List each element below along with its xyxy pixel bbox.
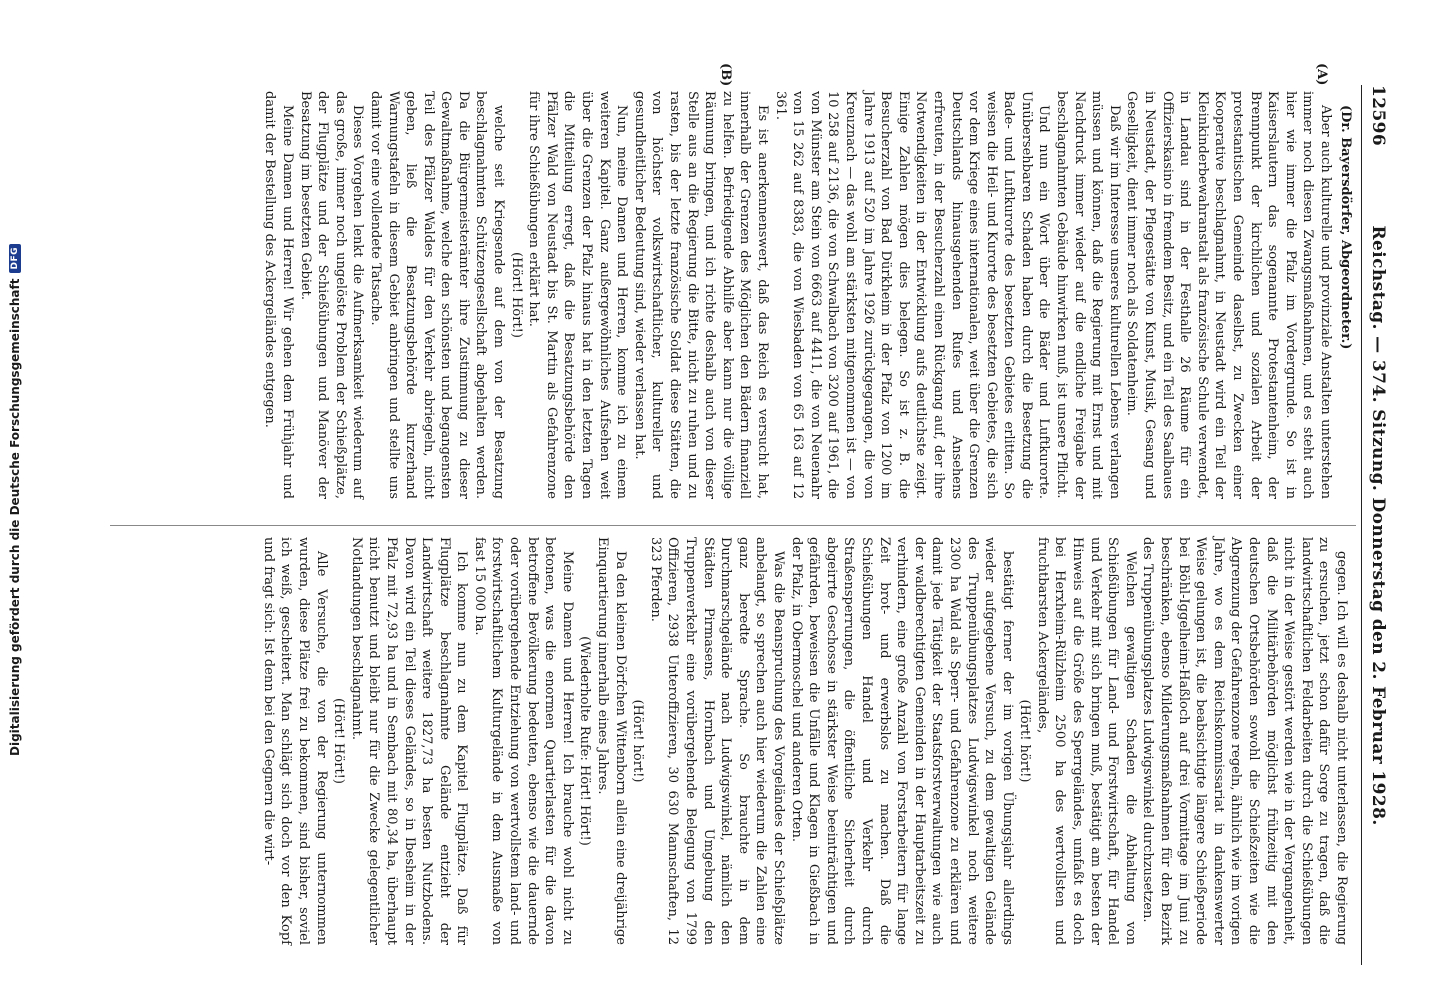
dfg-logo: DFG [9, 244, 21, 273]
header-rule [1361, 85, 1362, 965]
paragraph: Ich komme nun zu dem Kapitel Flugplätze. Daß für Flugplätze beschlagnahmte Gelände entzieht der Landwirtschaft weitere 1827,73 ha besten Nutzbodens. Davon wird ein Teil dieses Geländes, so in Ibesheim in der Pfalz mit 72,93 ha und in Sembach mit 80,34 ha, überhaupt nicht benutzt und bleibt nur für die Zwecke gelegentlicher Notlandungen beschlagnahmt. [348, 537, 470, 945]
footer-credit [4, 30, 26, 970]
left-column [106, 63, 1334, 499]
interjection: (Hört! Hört!) [331, 698, 347, 784]
footer-text: Digitalisierung gefördert durch die Deutsche Forschungsgemeinschaft [8, 278, 22, 756]
paragraph: Alle Versuche, die von der Regierung unternommen wurden, diese Plätze frei zu bekommen, sind bisher, soviel ich weiß, gescheitert. Man schlägt sich doch vor den Kopf und fragt sich: Ist denn bei den Gegnern die wirt- [260, 537, 329, 945]
paragraph: gegen. Ich will es deshalb nicht unterlassen, die Regierung zu ersuchen, jetzt schon dafür Sorge zu tragen, daß die landwirtschaftlichen Feldarbeiten durch die Schießübungen nicht in der Weise gestört werden wie in der Vergangenheit, daß die Militärbehörden möglichst frühzeitig mit den deutschen Ortsbehörden sowohl die Schießzeiten wie die Abgrenzung der Gefahrenzone regeln, ähnlich wie im vorigen Jahre, wo es dem Reichskommissariat in dankenswerter Weise gelungen ist, die beabsichtigte längere Schießperiode bei Böhl-Iggelheim-Haßloch auf drei Vormittage im Juni zu beschränken, ebenso Milderungsmaßnahmen für den Bezirk des Truppenübungsplatzes Ludwigswinkel durchzusetzen. [1140, 537, 1349, 945]
interjection: (Hört! hört!) [630, 699, 646, 783]
paragraph: Aber auch kulturelle und provinziale Anstalten unterstehen immer noch diesen Zwangsmaßnahmen, und es steht auch hier wie immer die Pfalz im Vordergrunde. So ist in Kaiserslautern das sogenannte Protestantenheim, der Brennpunkt der kirchlichen und sozialen Arbeit der protestantischen Gemeinde daselbst, zu Zwecken einer Kooperative beschlagnahmt, in Neustadt wird ein Teil der Kleinkinderbewahranstalt als französische Schule verwendet, in Landau sind in der Festhalle 26 Räume für ein Offizierskasino in fremdem Besitz, und ein Teil des Saalbaues in Neustadt, der Pflegestätte von Kunst, Musik, Gesang und Geselligkeit, dient immer noch als Soldatenheim. [1124, 91, 1333, 499]
paragraph: Daß wir im Interesse unseres kulturellen Lebens verlangen müssen und können, daß die Regierung mit Ernst und mit Nachdruck immer wieder auf die endliche Freigabe der beschlagnahmten Gebäude hinwirken muß, ist unsere Pflicht. [1054, 91, 1122, 499]
right-column [106, 537, 1350, 945]
paragraph: Welchen gewaltigen Schaden die Abhaltung von Schießübungen für Land- und Forstwirtschaft, für Handel und Verkehr mit sich bringen muß, bestätigt am besten der Hinweis auf die Größe des Sperrgeländes, umfaßt es doch bei Herxheim-Rülzheim 2500 ha des wertvollsten und fruchtbarsten Ackergeländes, [1034, 537, 1138, 945]
page-number: 12596 [1368, 85, 1388, 147]
page-content [100, 63, 1400, 965]
paragraph: Und nun ein Wort über die Bäder und Luftkurorte. Unübersehbaren Schaden haben durch die Besetzung die Bade- und Luftkurorte des besetzten Gebietes erlitten. So weisen die Heil- und Kurorte des besetzten Gebietes, die sich vor dem Kriege eines internationalen, weit über die Grenzen Deutschlands hinausgehenden Rufes und Ansehens erfreuten, in der Besucherzahl einen Rückgang auf, der ihre Notwendigkeiten in der Entwicklung aufs deutlichste zeigt. Einige Zahlen mögen dies belegen. So ist z. B. die Besucherzahl von Bad Dürkheim in der Pfalz von 1200 im Jahre 1913 auf 520 im Jahre 1926 zurückgegangen, die von Kreuznach — das wohl am stärksten mitgenommen ist — von 10 258 auf 2136, die von Schwalbach von 3200 auf 1961, die von Münster am Stein von 6663 auf 4411, die von Neuenahr von 15 262 auf 8383, die von Wiesbaden von 65 163 auf 12 361. [772, 91, 1052, 499]
margin-mark-b: (B) [718, 63, 733, 87]
paragraph: Da den kleinen Dörfchen Wittenborn allein eine dreijährige Einquartierung innerhalb eines Jahres. [595, 537, 628, 945]
speaker-line: (Dr. Bayersdörfer, Abgeordneter.) [1338, 105, 1353, 350]
paragraph: Nun, meine Damen und Herren, komme ich zu einem weiteren Kapitel. Ganz außergewöhnliches Aufsehen weit über die Grenzen der Pfalz hinaus hat in den letzten Tagen die Mitteilung erregt, daß die Besatzungsbehörde den Pfälzer Wald von Neustadt bis St. Martin als Gefahrenzone für ihre Schießübungen erklärt hat. [526, 91, 630, 499]
paragraph: Dieses Vorgehen lenkt die Aufmerksamkeit wiederum auf das große, immer noch ungelöste Problem der Schießplätze, der Flugplätze und der Schießübungen und Manöver der Besatzung im besetzten Gebiet. [297, 91, 366, 499]
margin-mark-a: (A) [1314, 63, 1329, 86]
paragraph: Was die Beanspruchung des Vorgeländes der Schießplätze anbelangt, so sprechen auch hier wiederum die Zahlen eine ganz beredte Sprache. So brauchte in dem Durchmarschgelände nach Ludwigswinkel, nämlich den Städten Pirmasens, Hornbach und Umgebung den Truppenverkehr eine vorübergehende Belegung von 1799 Offizieren, 2938 Unteroffizieren, 30 630 Mannschaften, 12 323 Pferden. [647, 537, 786, 945]
scanned-page [100, 63, 1400, 965]
interjection: (Hört! hört!) [1017, 699, 1033, 783]
paragraph: welche seit Kriegsende auf dem von der Besatzung beschlagnahmten Schützengesellschaft abgehalten werden. Da die Bürgermeisterämter ihre Zustimmung zu dieser Gewaltmaßnahme, welche den schönsten und begangensten Teil des Pfälzer Waldes für den Verkehr abriegeln, nicht geben, ließ die Besatzungsbehörde kurzerhand Warnungstafeln in diesem Gebiet anbringen und stellte uns damit vor eine vollendete Tatsache. [367, 91, 507, 499]
interjection: (Wiederholte Rufe: Hört! Hört!) [577, 636, 593, 846]
paragraph: Meine Damen und Herren! Wir gehen dem Frühjahr und damit der Bestellung des Ackergeländes entgegen. [262, 91, 295, 499]
page-header [1368, 85, 1400, 965]
column-divider [110, 525, 1356, 526]
interjection: (Hört! Hört!) [508, 252, 524, 338]
paragraph: Meine Damen und Herren! Ich brauche wohl nicht zu betonen, was die enormen Quartierlasten für die davon betroffene Bevölkerung bedeuten, ebenso wie die dauernde oder vorübergehende Entziehung von wertvollstem land- und forstwirtschaftlichem Kulturgelände in dem Ausmaße von fast 15 000 ha. [471, 537, 575, 945]
paragraph: Es ist anerkennenswert, daß das Reich es versucht hat, innerhalb der Grenzen des Möglichen den Bädern finanziell zu helfen. Befriedigende Abhilfe aber kann nur die völlige Räumung bringen, und ich richte deshalb auch von dieser Stelle aus an die Regierung die Bitte, nicht zu ruhen und zu rasten, bis der letzte französische Soldat diese Stätten, die von höchster volkswirtschaftlicher, kultureller und gesundheitlicher Bedeutung sind, wieder verlassen hat. [631, 91, 770, 499]
paragraph: bestätigt ferner der im vorigen Übungsjahr allerdings wieder aufgegebene Versuch, zu dem gewaltigen Gelände des Truppenübungsplatzes Ludwigswinkel noch weitere 2300 ha Wald als Sperr- und Gefahrenzone zu erklären und damit jede Tätigkeit der Staatsforstverwaltungen wie auch der waldberechtigten Gemeinden in der Hauptarbeitszeit zu verhindern, eine große Anzahl von Forstarbeitern für lange Zeit brot- und erwerbslos zu machen. Daß die Schießübungen Handel und Verkehr durch Straßensperrungen, die öffentliche Sicherheit durch abgeirrte Geschosse in stärkster Weise beeinträchtigen und gefährden, beweisen die Unfälle und Klagen in Gießbach in der Pfalz, in Obermoschel und anderen Orten. [788, 537, 1015, 945]
page-title: Reichstag. — 374. Sitzung. Donnerstag den 2. Februar 1928. [1368, 225, 1388, 826]
